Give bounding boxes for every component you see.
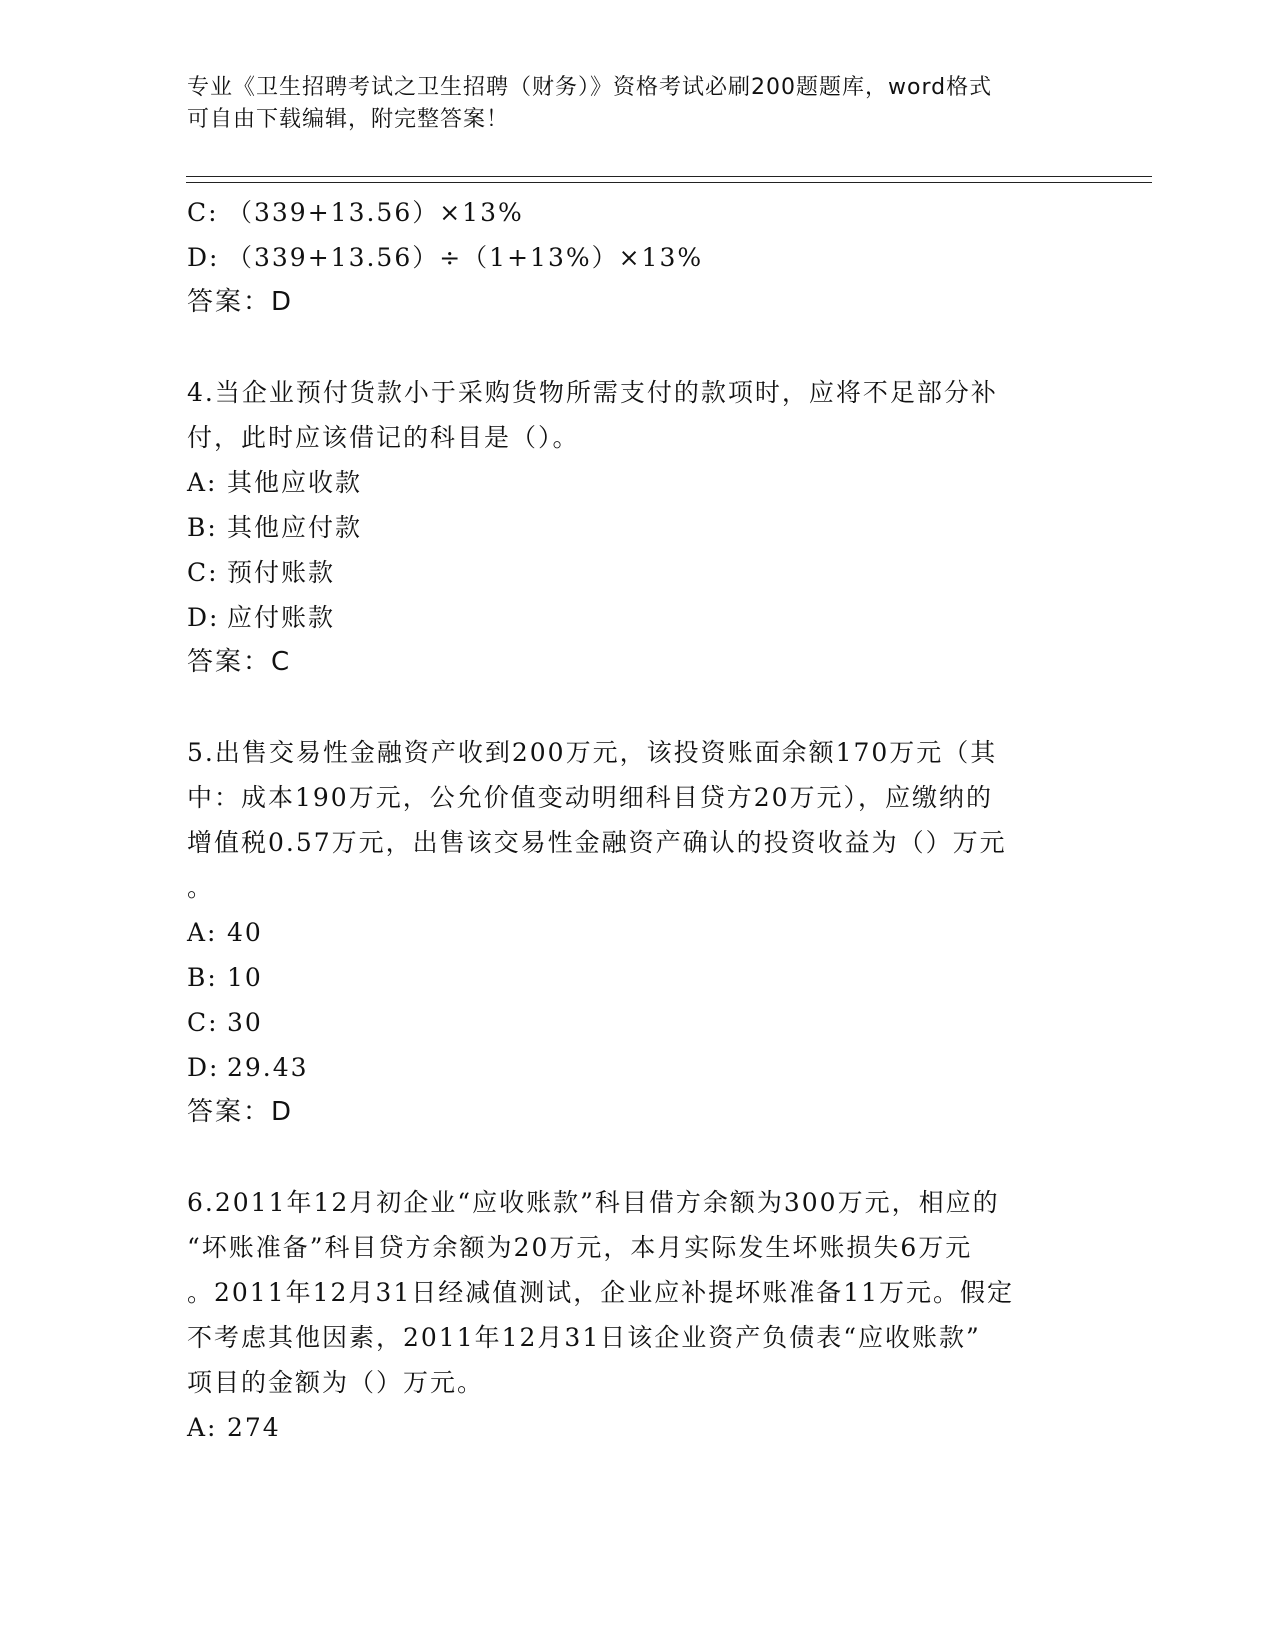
question-text-line: 。 — [187, 873, 215, 902]
question-text-line: 5.出售交易性金融资产收到200万元，该投资账面余额170万元（其 — [187, 738, 998, 767]
header-rule-top — [186, 176, 1152, 177]
question-5 — [187, 730, 1087, 1135]
option-d: D: 29.43 — [187, 1053, 309, 1082]
question-text-line: 4.当企业预付货款小于采购货物所需支付的款项时，应将不足部分补 — [187, 378, 998, 407]
option-c: C: 预付账款 — [187, 558, 336, 587]
question-text-line: 中：成本190万元，公允价值变动明细科目贷方20万元），应缴纳的 — [187, 783, 994, 812]
question-text-line: 增值税0.57万元，出售该交易性金融资产确认的投资收益为（）万元 — [187, 828, 1007, 857]
question-4 — [187, 370, 1087, 685]
option-a: A: 其他应收款 — [187, 468, 363, 497]
header-rule-bottom — [186, 182, 1152, 183]
question-text-line: 不考虑其他因素，2011年12月31日该企业资产负债表“应收账款” — [187, 1323, 981, 1352]
option-c: C: 30 — [187, 1008, 263, 1037]
question-6 — [187, 1180, 1087, 1450]
question-text-line: 。2011年12月31日经减值测试，企业应补提坏账准备11万元。假定 — [187, 1278, 1015, 1307]
option-b: B: 其他应付款 — [187, 513, 363, 542]
option-d: D: 应付账款 — [187, 603, 336, 632]
document-header — [187, 72, 1067, 136]
option-a: A: 274 — [187, 1413, 281, 1442]
option-a: A: 40 — [187, 918, 263, 947]
question-text-line: 项目的金额为（）万元。 — [187, 1368, 485, 1397]
question-text-line: 6.2011年12月初企业“应收账款”科目借方余额为300万元，相应的 — [187, 1188, 1000, 1217]
option-d: D: （339+13.56）÷（1+13%）×13% — [187, 243, 704, 272]
question-3-tail — [187, 190, 1087, 325]
answer: 答案：C — [187, 647, 292, 677]
header-line-2: 可自由下载编辑，附完整答案！ — [187, 107, 510, 132]
question-text-line: 付，此时应该借记的科目是（）。 — [187, 423, 580, 452]
option-c: C: （339+13.56）×13% — [187, 198, 524, 227]
document-body — [187, 190, 1087, 1450]
question-text-line: “坏账准备”科目贷方余额为20万元，本月实际发生坏账损失6万元 — [187, 1233, 973, 1262]
option-b: B: 10 — [187, 963, 263, 992]
header-line-1: 专业《卫生招聘考试之卫生招聘（财务）》资格考试必刷200题题库，word格式 — [187, 75, 993, 100]
answer: 答案：D — [187, 1097, 294, 1127]
answer: 答案：D — [187, 287, 294, 317]
